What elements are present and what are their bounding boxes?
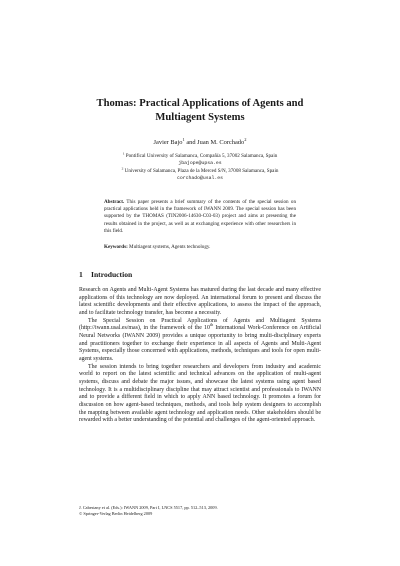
affiliation-2 <box>60 168 340 175</box>
author-name: Juan M. Corchado <box>197 139 245 146</box>
author-separator: and <box>184 139 198 146</box>
affiliation-text: Pontifical University of Salamanca, Compañía 5, 37002 Salamanca, Spain <box>124 153 278 159</box>
author-affiliation-marker: 2 <box>244 136 247 142</box>
paragraph: Research on Agents and Multi-Agent Systems has matured during the last decade and many effective applications of this technology are now deployed. An international forum to present and discuss the latest scientific developments and their effective applications, to assess the impact of the approach, and to facilitate technology transfer, has become a necessity. <box>79 287 321 316</box>
affiliation-1 <box>60 153 340 160</box>
affiliation-1-email: jbajope@upsa.es <box>178 161 222 167</box>
keywords <box>104 244 296 251</box>
section-number: 1 <box>79 270 83 279</box>
abstract <box>104 199 296 235</box>
title-line-2: Multiagent Systems <box>155 112 245 123</box>
paper-title <box>70 97 330 125</box>
citation-line: J. Cabestany et al. (Eds.): IWANN 2009, Part I, LNCS 5517, pp. 512–513, 2009. <box>79 505 218 510</box>
author-affiliation-marker: 1 <box>182 136 185 142</box>
ordinal-suffix: th <box>209 322 214 328</box>
section-heading <box>79 270 319 280</box>
title-line-1: Thomas: Practical Applications of Agents and <box>96 98 304 109</box>
paragraph <box>79 318 321 364</box>
author-name: Javier Bajo <box>153 139 183 146</box>
keywords-text: Multiagent systems, Agents technology. <box>127 244 211 250</box>
paragraph: The session intends to bring together researchers and developers from industry and academic world to report on the latest scientific and technical advances on the application of multi-agent systems, discuss and debate the major issues, and showcase the latest systems using agent based technology. It is a multidisciplinary discipline that may attract scientist and professionals to IWANN and to provide a different field in which to apply ANN based technology. It promotes a forum for discussion on how agent-based techniques, methods, and tools help system designers to accomplish the mapping between available agent technology and application needs. Other stakeholders should be rewarded with a better understanding of the potential and challenges of the agent-oriented approach. <box>79 363 321 424</box>
affiliation-2-email: corchado@usal.es <box>176 176 224 182</box>
affiliation-marker: 2 <box>121 166 124 171</box>
author-list <box>70 136 330 147</box>
affiliations <box>60 153 340 183</box>
section-body <box>79 287 321 425</box>
affiliation-text: University of Salamanca, Plaza de la Merced S/N, 37008 Salamanca, Spain <box>123 167 279 174</box>
keywords-label: Keywords: <box>104 244 128 250</box>
section-title: Introduction <box>91 270 133 279</box>
abstract-label: Abstract. <box>104 199 125 205</box>
paragraph-text: International Work-Conference on Artificial Neural Networks (IWANN 2009) provides a unique opportunity to bring multi-disciplinary experts and practitioners together to exchange their experience in all aspects of Agents and Multi-Agent Systems, especially those concerned with applications, methods, techniques and tools for open multi-agent systems. <box>79 325 321 362</box>
publication-footnote <box>79 505 319 517</box>
abstract-text: This paper presents a brief summary of the contents of the special session on practical applications held in the framework of IWANN 2009. The special session has been supported by the THOMAS (TIN2006-14630-C03-03) project and aims at presenting the results obtained in the project, as well as at exchanging experience with other researchers in this field. <box>104 199 296 234</box>
affiliation-marker: 1 <box>122 151 125 156</box>
copyright-line: © Springer-Verlag Berlin Heidelberg 2009 <box>79 511 153 516</box>
paragraph-text: The Special Session on Practical Applications of Agents and Multiagent Systems (http://iwann.usal.es/mas), in the framework of the 10 <box>79 317 321 332</box>
